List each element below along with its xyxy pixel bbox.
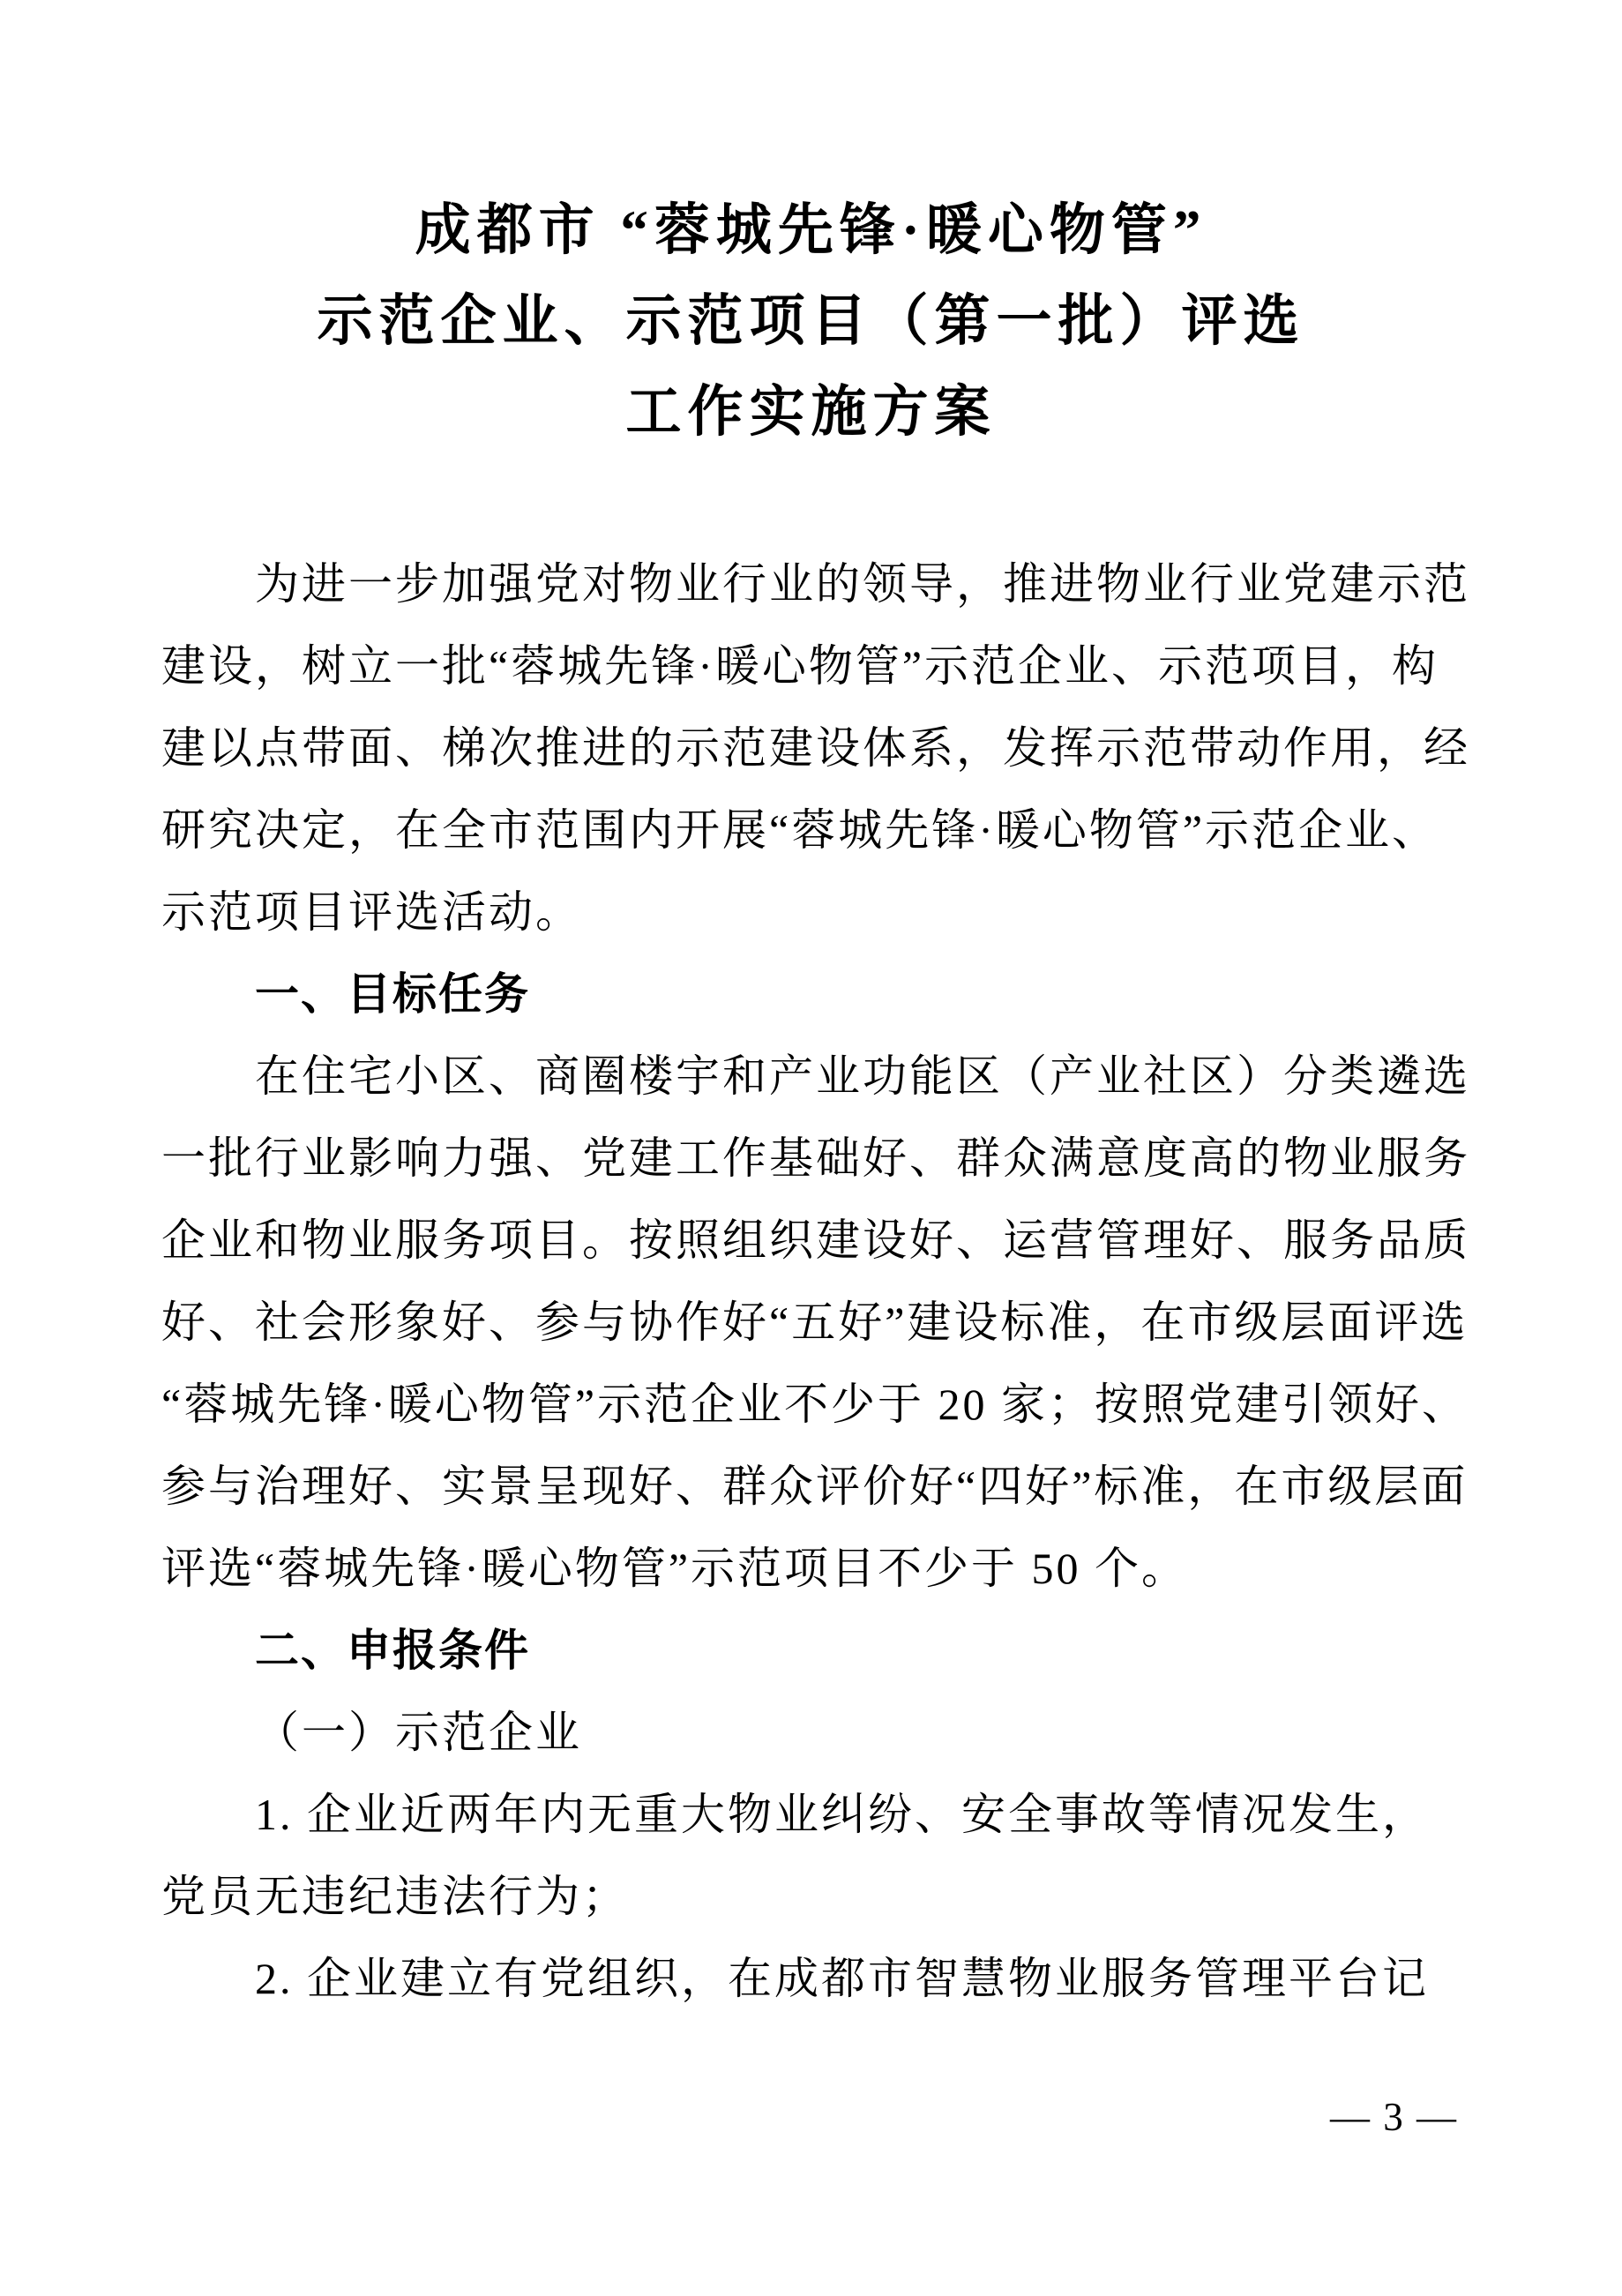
section-1-heading: 一、目标任务 [255, 969, 530, 1019]
section-1-paragraph-line: “蓉城先锋·暖心物管”示范企业不少于 20 家；按照党建引领好、 [161, 1380, 1469, 1429]
section-1-paragraph-line: 企业和物业服务项目。按照组织建设好、运营管理好、服务品质 [161, 1215, 1470, 1265]
section-2-item-2-line: 2. 企业建立有党组织，在成都市智慧物业服务管理平台记 [255, 1954, 1429, 2003]
page-number: — 3 — [1330, 2095, 1458, 2139]
document-title-line-1: 成都市 “蓉城先锋·暖心物管” [415, 199, 1207, 261]
document-title-line-3: 工作实施方案 [625, 381, 997, 443]
section-2-item-1-line: 1. 企业近两年内无重大物业纠纷、安全事故等情况发生， [255, 1790, 1429, 1839]
section-1-paragraph-line: 好、社会形象好、参与协作好“五好”建设标准，在市级层面评选 [161, 1298, 1469, 1347]
section-1-paragraph-line: 在住宅小区、商圈楼宇和产业功能区（产业社区）分类遴选 [255, 1051, 1470, 1101]
intro-paragraph-line: 建以点带面、梯次推进的示范建设体系，发挥示范带动作用，经 [161, 723, 1470, 773]
intro-paragraph-line: 建设，树立一批“蓉城先锋·暖心物管”示范企业、示范项目，构 [161, 641, 1439, 691]
document-title [0, 185, 1622, 458]
intro-paragraph-line: 示范项目评选活动。 [161, 887, 582, 937]
section-1-paragraph-line: 参与治理好、实景呈现好、群众评价好“四好”标准，在市级层面 [161, 1462, 1469, 1511]
page-footer [1330, 2090, 1458, 2143]
intro-paragraph-line: 为进一步加强党对物业行业的领导，推进物业行业党建示范 [255, 559, 1470, 609]
intro-paragraph-line: 研究决定，在全市范围内开展“蓉城先锋·暖心物管”示范企业、 [161, 805, 1439, 855]
section-1-paragraph-line: 一批行业影响力强、党建工作基础好、群众满意度高的物业服务 [161, 1133, 1470, 1183]
document-body [161, 543, 1470, 2020]
section-2-heading: 二、申报条件 [255, 1626, 530, 1675]
section-1-paragraph-line: 评选“蓉城先锋·暖心物管”示范项目不少于 50 个。 [161, 1544, 1189, 1593]
section-2-subheading: （一）示范企业 [255, 1708, 582, 1757]
section-2-item-1-line: 党员无违纪违法行为； [161, 1872, 629, 1921]
document-title-line-2: 示范企业、示范项目（第一批）评选 [317, 290, 1305, 352]
